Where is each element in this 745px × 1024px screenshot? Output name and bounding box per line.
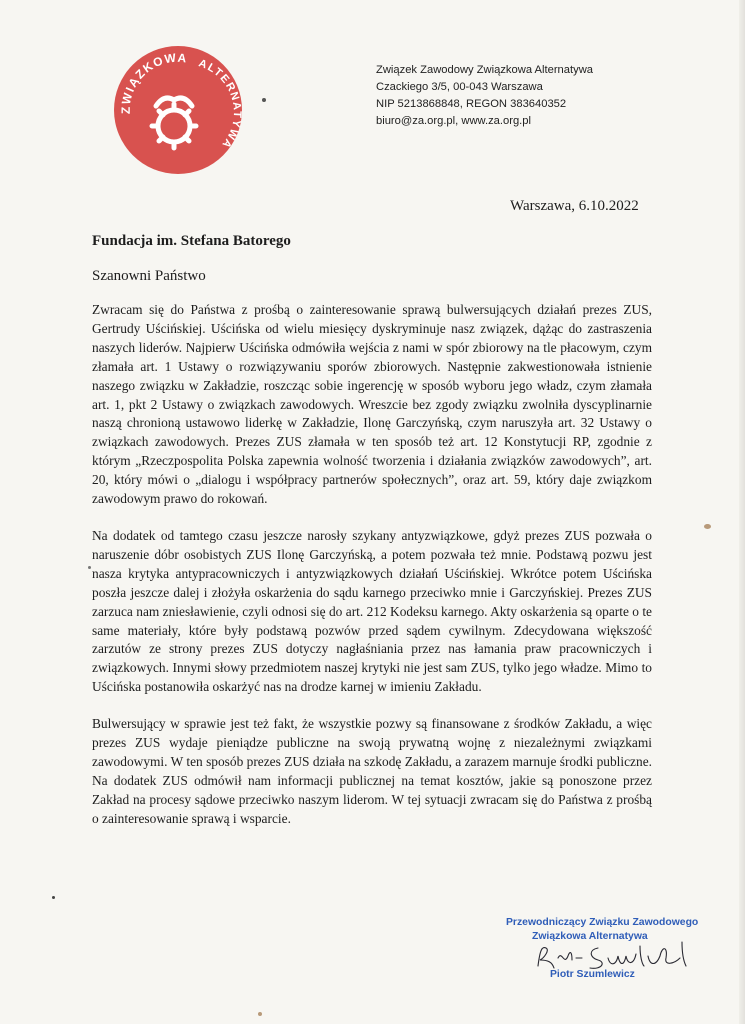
org-ids: NIP 5213868848, REGON 383640352 [376, 98, 567, 110]
org-address: Czackiego 3/5, 00-043 Warszawa [376, 81, 543, 93]
scan-speck [258, 1012, 262, 1016]
logo-text-right: ALTERNATYWA [197, 57, 244, 152]
org-contact: biuro@za.org.pl, www.za.org.pl [376, 115, 531, 127]
signer-org: Związkowa Alternatywa [532, 931, 648, 942]
recipient: Fundacja im. Stefana Batorego [92, 233, 291, 249]
scan-speck [88, 566, 91, 569]
paragraph: Na dodatek od tamtego czasu jeszcze narosły szykany antyzwiązkowe, gdyż prezes ZUS pozwała o naruszenie dóbr osobistych ZUS Ilonę Garczyńską, a potem pozwała też mnie. Podstawą pozwu jest nasza krytyka antypracowniczych i antyzwiązkowych działań Uścińskiej. Wkrótce potem Uścińska poszła jeszcze dalej i złożyła oskarżenia do sądu karnego przeciwko mnie i Garczyńskiej. Prezes ZUS zarzuca nam zniesławienie, czyli odnosi się do art. 212 Kodeksu karnego. Akty oskarżenia są oparte o te same materiały, które były podstawą pozwów przed sądem cywilnym. Zdecydowana większość zarzutów ze strony prezes ZUS dotyczy nagłaśniania przez nas łamania praw pracowniczych i związkowych. Innymi słowy przedmiotem naszej krytyki nie jest sam ZUS, tylko jego władze. Mimo to Uścińska postanowiła oskarżyć nas na drodze karnej w imieniu Zakładu. [92, 527, 652, 695]
logo-text-top: ZWIĄZKOWA [118, 50, 189, 115]
org-name: Związek Zawodowy Związkowa Alternatywa [376, 64, 593, 76]
scan-speck [52, 896, 55, 899]
salutation: Szanowni Państwo [92, 268, 206, 284]
union-logo [112, 44, 244, 176]
organization-header [376, 62, 593, 130]
paragraph: Bulwersujący w sprawie jest też fakt, że wszystkie pozwy są finansowane z środków Zakładu, a więc prezes ZUS wydaje pieniądze publiczne na swoją prywatną wojnę z niezależnymi związkami zawodowymi. W ten sposób prezes ZUS działa na szkodę Zakładu, a zarazem marnuje środki publiczne. Na dodatek ZUS odmówił nam informacji publicznej na temat kosztów, jakie są ponoszone przez Zakład na procesy sądowe przeciwko naszym liderom. W tej sytuacji zwracam się do Państwa z prośbą o zainteresowanie sprawą i wsparcie. [92, 716, 652, 826]
paragraph: Zwracam się do Państwa z prośbą o zainteresowanie sprawą bulwersujących działań prezes ZUS, Gertrudy Uścińskiej. Uścińska od wielu miesięcy dyskryminuje nasz związek, dążąc do zastraszenia naszych liderów. Najpierw Uścińska odmówiła wejścia z nami w spór zbiorowy na tle płacowym, czym złamała art. 1 Ustawy o rozwiązywaniu sporów zbiorowych. Następnie zakwestionowała istnienie naszego związku w Zakładzie, roszcząc sobie ingerencję w sposób wyboru jego władz, czym złamała art. 1, pkt 2 Ustawy o związkach zawodowych. Wreszcie bez zgody związku zwolniła dyscyplinarnie naszą chronioną ustawowo liderkę w Zakładzie, Ilonę Garczyńską, czym naruszyła art. 32 Ustawy o związkach zawodowych. Prezes ZUS złamała w ten sposób też art. 12 Konstytucji RP, zgodnie z którym „Rzeczpospolita Polska zapewnia wolność tworzenia i działania związków zawodowych”, art. 20, który mówi o „dialogu i współpracy partnerów społecznych”, oraz art. 59, który daje związkom zawodowym prawo do rokowań. [92, 302, 652, 507]
signer-name: Piotr Szumlewicz [550, 969, 635, 980]
scan-speck [704, 524, 711, 529]
scan-speck [262, 98, 266, 102]
signer-title: Przewodniczący Związku Zawodowego [506, 917, 699, 928]
letter-body [92, 301, 652, 847]
letter-date: Warszawa, 6.10.2022 [510, 198, 639, 214]
scan-edge [739, 0, 745, 1024]
